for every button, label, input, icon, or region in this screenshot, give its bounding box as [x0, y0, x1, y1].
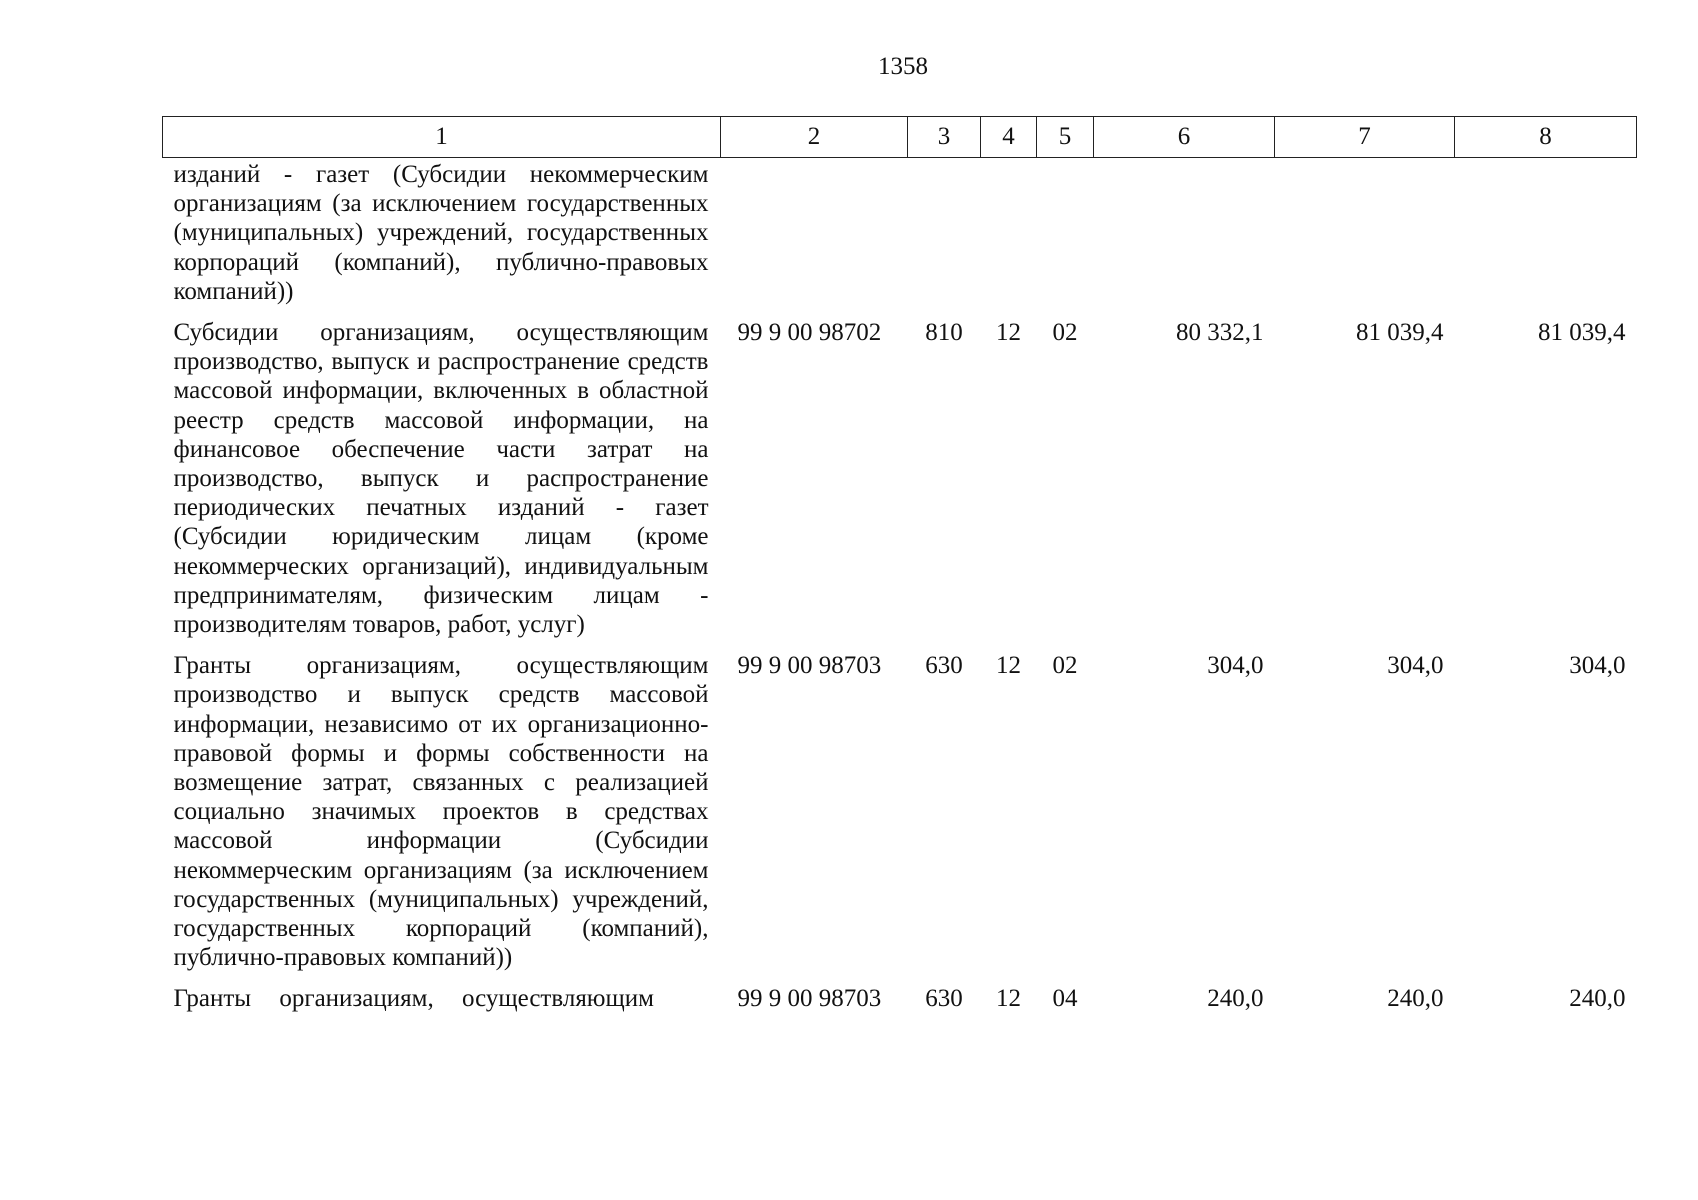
row-name: Субсидии организациям, осуществляющим производство, выпуск и распространение средств массовой информации, включенных в областной реестр средств массовой информации, на финансовое обеспечение части затрат на производство, выпуск и распространение периодических печатных изданий - газет (Субсидии юридическим лицам (кроме некоммерческих организаций), индивидуальным предпринимателям, физическим лицам - производителям товаров, работ, услуг)	[173, 319, 709, 639]
header-col-2: 2	[721, 117, 908, 158]
row-subsection: 04	[1052, 985, 1078, 1013]
header-col-1: 1	[163, 117, 721, 158]
row-subsection: 02	[1052, 652, 1078, 680]
row-target-code: 99 9 00 98703	[737, 985, 882, 1013]
header-col-4: 4	[981, 117, 1037, 158]
row-expense-type: 630	[925, 985, 963, 1013]
row-expense-type	[908, 158, 981, 307]
row-value-col8	[1455, 158, 1637, 307]
row-section: 12	[996, 652, 1021, 680]
row-name: Гранты организациям, осуществляющим	[173, 985, 654, 1013]
header-col-3: 3	[908, 117, 981, 158]
row-value-col8: 81 039,4	[1538, 319, 1626, 347]
row-expense-type: 810	[925, 319, 963, 347]
row-expense-type: 630	[925, 652, 963, 680]
header-row	[163, 117, 1637, 158]
row-target-code: 99 9 00 98702	[737, 319, 882, 347]
table-row	[163, 639, 1637, 972]
row-name: Гранты организациям, осуществляющим производство и выпуск средств массовой информации, независимо от их организационно-правовой формы и формы собственности на возмещение затрат, связанных с реализацией социально значимых проектов в средствах массовой информации (Субсидии некоммерческим организациям (за исключением государственных (муниципальных) учреждений, государственных корпораций (компаний), публично-правовых компаний))	[173, 652, 709, 972]
row-value-col8: 304,0	[1569, 652, 1626, 680]
table-row	[163, 158, 1637, 307]
row-target-code	[721, 158, 908, 307]
row-section: 12	[996, 319, 1021, 347]
row-target-code: 99 9 00 98703	[737, 652, 882, 680]
row-value-col7: 304,0	[1387, 652, 1444, 680]
header-col-5: 5	[1037, 117, 1094, 158]
row-value-col8: 240,0	[1569, 985, 1626, 1013]
budget-table	[162, 116, 1637, 1014]
row-value-col6	[1094, 158, 1275, 307]
table-row	[163, 306, 1637, 639]
row-subsection: 02	[1052, 319, 1078, 347]
header-col-6: 6	[1094, 117, 1275, 158]
row-section	[981, 158, 1037, 307]
row-name: изданий - газет (Субсидии некоммерческим организациям (за исключением государственных (муниципальных) учреждений, государственных корпораций (компаний), публично-правовых компаний))	[173, 161, 709, 305]
row-section: 12	[996, 985, 1021, 1013]
row-value-col6: 304,0	[1207, 652, 1264, 680]
page-number: 1358	[878, 53, 928, 80]
header-col-8: 8	[1455, 117, 1637, 158]
header-col-7: 7	[1275, 117, 1455, 158]
row-value-col7: 81 039,4	[1356, 319, 1444, 347]
row-value-col6: 80 332,1	[1176, 319, 1264, 347]
table-body	[163, 158, 1637, 1014]
table-header	[163, 117, 1637, 158]
row-subsection	[1037, 158, 1094, 307]
row-value-col7: 240,0	[1387, 985, 1444, 1013]
row-value-col7	[1275, 158, 1455, 307]
table-row	[163, 972, 1637, 1013]
row-value-col6: 240,0	[1207, 985, 1264, 1013]
